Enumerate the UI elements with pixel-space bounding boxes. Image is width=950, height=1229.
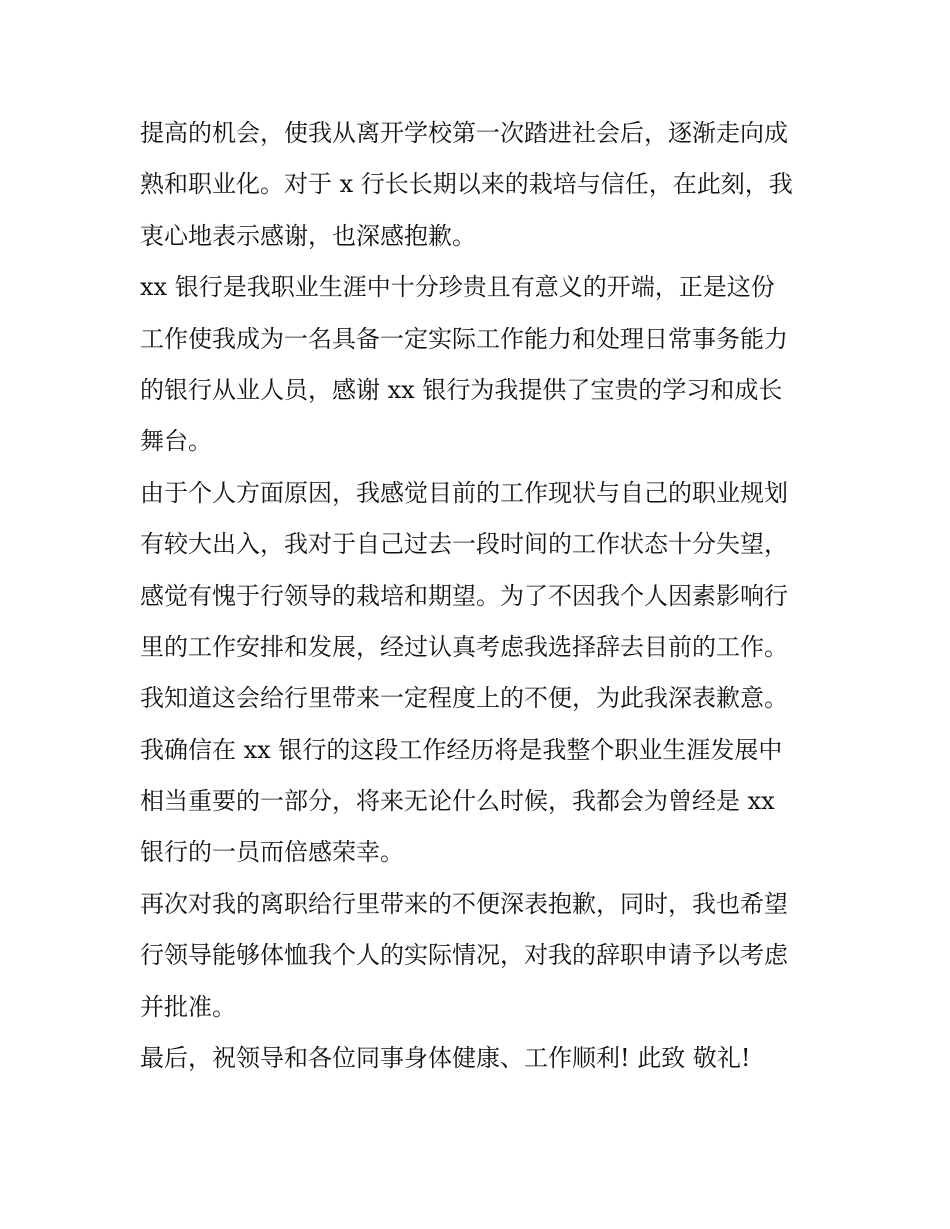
text-line: 最后，祝领导和各位同事身体健康、工作顺利! 此致 敬礼! bbox=[140, 1044, 751, 1073]
resignation-letter-body bbox=[140, 108, 820, 1084]
text-line: 相当重要的一部分，将来无论什么时候，我都会为曾经是 xx bbox=[140, 787, 775, 816]
text-line: 再次对我的离职给行里带来的不便深表抱歉，同时，我也希望 bbox=[140, 889, 788, 918]
text-line: 衷心地表示感谢，也深感抱歉。 bbox=[140, 221, 476, 250]
text-line: 由于个人方面原因，我感觉目前的工作现状与自己的职业规划 bbox=[140, 478, 788, 507]
text-line: 熟和职业化。对于 x 行长长期以来的栽培与信任，在此刻，我 bbox=[140, 170, 793, 199]
text-line: 我知道这会给行里带来一定程度上的不便，为此我深表歉意。 bbox=[140, 684, 788, 713]
text-line: 感觉有愧于行领导的栽培和期望。为了不因我个人因素影响行 bbox=[140, 581, 788, 610]
text-line: 里的工作安排和发展，经过认真考虑我选择辞去目前的工作。 bbox=[140, 632, 788, 661]
text-line: 银行的一员而倍感荣幸。 bbox=[140, 838, 404, 867]
text-line: 并批准。 bbox=[140, 992, 236, 1021]
text-line: 工作使我成为一名具备一定实际工作能力和处理日常事务能力 bbox=[140, 324, 788, 353]
text-line: 的银行从业人员，感谢 xx 银行为我提供了宝贵的学习和成长 bbox=[140, 375, 783, 404]
text-line: 提高的机会，使我从离开学校第一次踏进社会后，逐渐走向成 bbox=[140, 119, 788, 147]
text-line: 有较大出入，我对于自己过去一段时间的工作状态十分失望， bbox=[140, 530, 788, 559]
text-line: 我确信在 xx 银行的这段工作经历将是我整个职业生涯发展中 bbox=[140, 735, 783, 764]
text-line: 行领导能够体恤我个人的实际情况，对我的辞职申请予以考虑 bbox=[140, 941, 788, 970]
text-line: xx 银行是我职业生涯中十分珍贵且有意义的开端，正是这份 bbox=[140, 273, 775, 302]
text-line: 舞台。 bbox=[140, 427, 212, 456]
